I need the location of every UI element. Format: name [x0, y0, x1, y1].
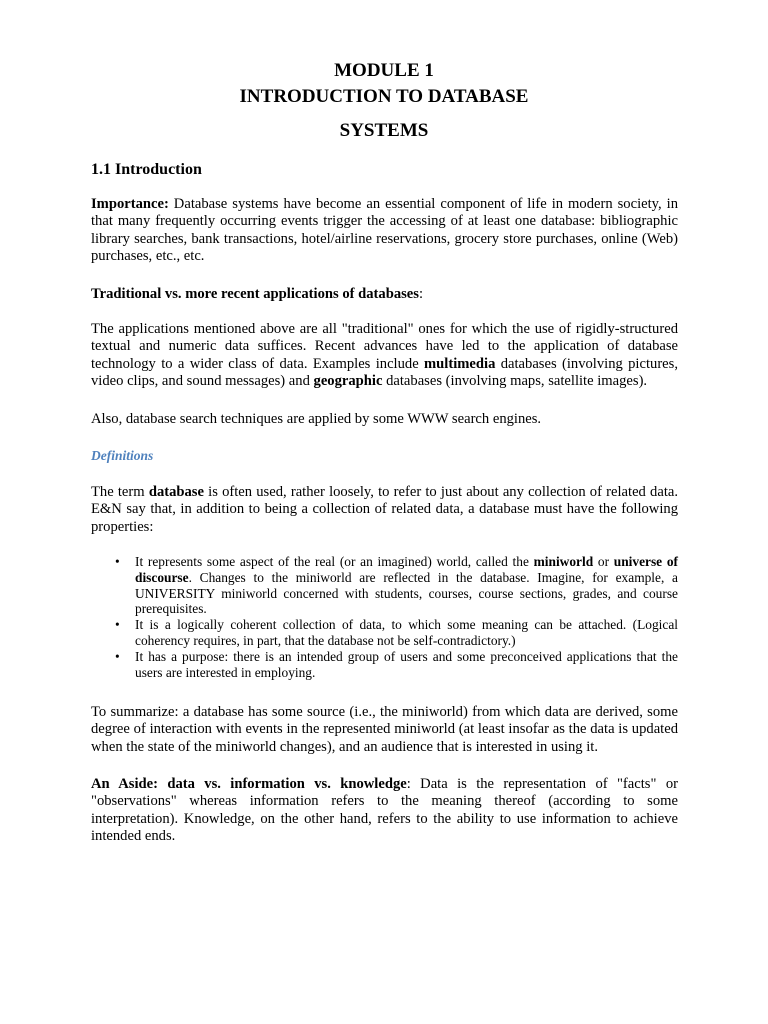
aside-text: : Data is the representation of "facts" or "observations" whereas information refers to the meaning thereof (according to some interpretation). Knowledge, on the other hand, refers to the ability to use information to achieve intended ends.	[91, 776, 678, 844]
also-paragraph: Also, database search techniques are applied by some WWW search engines.	[91, 411, 542, 427]
traditional-heading-label: Traditional vs. more recent applications of databases	[91, 286, 419, 302]
term-paragraph	[91, 484, 678, 536]
summary-paragraph: To summarize: a database has some source (i.e., the miniworld) from which data are derived, some degree of interaction with events in the represented miniworld (at least insofar as the data is updated when the state of the miniworld changes), and an audience that is interested in using it.	[91, 704, 678, 755]
aside-label: An Aside: data vs. information vs. knowledge	[91, 776, 407, 792]
bullet-glyph: •	[115, 554, 120, 569]
applications-paragraph	[91, 321, 678, 390]
list-item-text: It represents some aspect of the real (or an imagined) world, called the	[135, 554, 534, 569]
module-subtitle-cont: SYSTEMS	[339, 120, 429, 141]
list-item	[91, 617, 678, 649]
list-item-text: It has a purpose: there is an intended group of users and some preconceived applications that the users are interested in employing.	[135, 648, 678, 680]
list-item-text: or	[593, 554, 614, 569]
list-item-bold: miniworld	[533, 554, 594, 569]
applications-text-2: databases (involving pictures, video clips, and sound messages) and	[91, 355, 678, 389]
module-title: MODULE 1	[334, 60, 434, 81]
applications-text-3: databases (involving maps, satellite images).	[382, 372, 648, 389]
importance-label: Importance:	[91, 196, 169, 212]
applications-bold-multimedia: multimedia	[424, 355, 496, 372]
definitions-heading: Definitions	[91, 448, 154, 463]
applications-text-1: The applications mentioned above are all "traditional" ones for which the use of rigidly-structured textual and numeric data suffices. Recent advances have led to the application of database technology to a wider class of data. Examples include	[91, 321, 678, 372]
traditional-heading	[91, 286, 678, 303]
applications-bold-geographic: geographic	[313, 372, 383, 389]
term-text-2: is often used, rather loosely, to refer to just about any collection of related data. E&N say that, in addition to being a collection of related data, a database must have the following properties:	[91, 484, 678, 535]
bullet-glyph: •	[115, 617, 120, 633]
term-bold-database: database	[148, 484, 204, 500]
aside-paragraph	[91, 776, 678, 845]
list-item	[91, 649, 678, 681]
properties-list	[91, 554, 678, 680]
section-heading: 1.1 Introduction	[91, 161, 202, 178]
module-subtitle: INTRODUCTION TO DATABASE	[239, 86, 529, 107]
importance-text: Database systems have become an essential component of life in modern society, in that many frequently occurring events trigger the accessing of at least one database: bibliographic library searches, bank transactions, hotel/airline reservations, grocery store purchases, online (Web) purchases, etc., etc.	[91, 196, 678, 264]
list-item-bold: universe of discourse	[135, 554, 678, 585]
bullet-glyph: •	[115, 648, 120, 664]
list-item-text: It is a logically coherent collection of data, to which some meaning can be attached. (Logical coherency requires, in part, that the database not be self-contradictory.)	[135, 617, 678, 648]
list-item	[91, 554, 678, 617]
traditional-heading-colon: :	[418, 286, 424, 302]
term-text-1: The term	[91, 484, 149, 500]
list-item-text: . Changes to the miniworld are reflected in the database. Imagine, for example, a UNIVERSITY miniworld concerned with students, courses, course sections, grades, and course prerequisites.	[135, 569, 678, 617]
importance-paragraph	[91, 196, 678, 265]
